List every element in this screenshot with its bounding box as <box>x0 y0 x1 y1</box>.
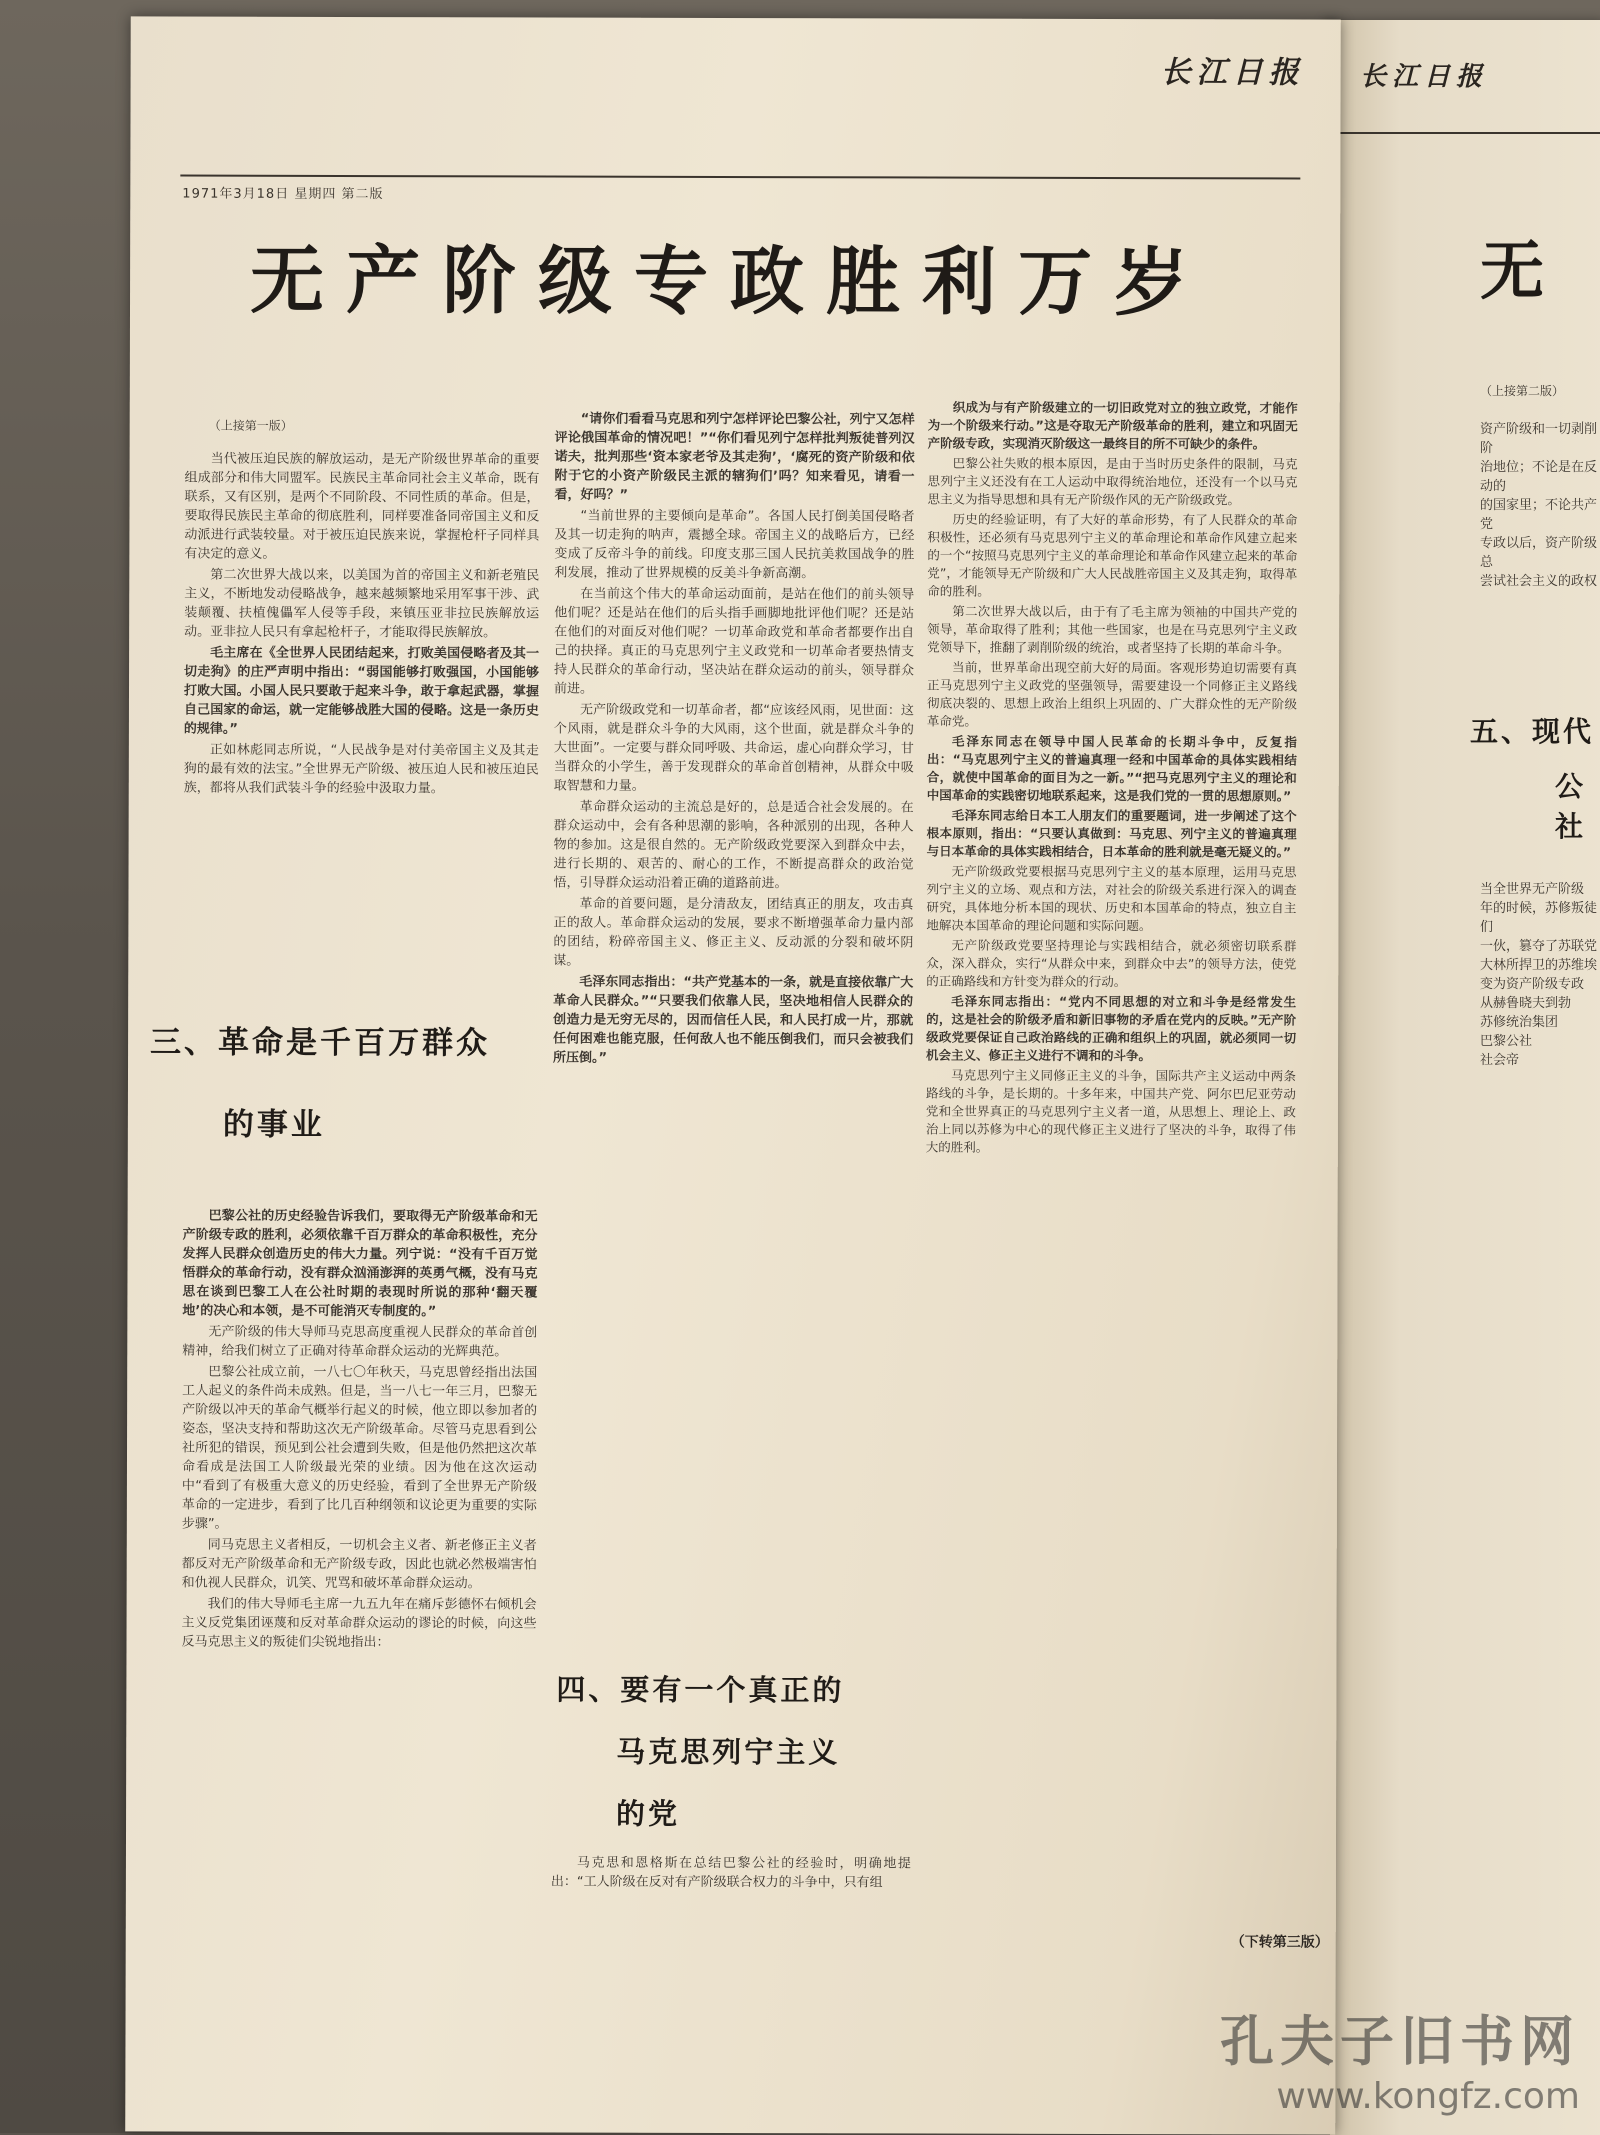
column-middle-lower <box>551 1854 911 1895</box>
adjacent-fragment: 大林所捍卫的苏维埃 <box>1480 958 1598 973</box>
continued-to-note: （下转第三版） <box>1230 1934 1329 1951</box>
masthead: 长江日报 <box>1160 55 1305 91</box>
adjacent-fragment: 一伙，篡夺了苏联党 <box>1480 939 1598 954</box>
dateline: 1971年3月18日 星期四 第二版 <box>182 186 384 203</box>
adjacent-fragment: 巴黎公社 <box>1480 1034 1533 1049</box>
paragraph: 无产阶级政党要根据马克思列宁主义的基本原理，运用马克思列宁主义的立场、观点和方法，对社会的阶级关系进行深入的调查研究，具体地分析本国的现状、历史和本国革命的特点，独立自主地解决本国革命的理论问题和实际问题。 <box>926 863 1297 934</box>
adjacent-fragment: 资产阶级和一切剥削阶 <box>1480 422 1598 456</box>
section4-heading-line3: 的党 <box>616 1796 681 1831</box>
section3-heading-line2: 的事业 <box>222 1106 325 1143</box>
paragraph: 无产阶级的伟大导师马克思高度重视人民群众的革命首创精神，给我们树立了正确对待革命群众运动的光辉典范。 <box>182 1324 538 1360</box>
paragraph: “请你们看看马克思和列宁怎样评论巴黎公社，列宁又怎样评论俄国革命的情况吧！”“你们看见列宁怎样批判叛徒普列汉诺夫，批判那些‘资本家老爷及其走狗’，‘腐死的资产阶级和依附于它的小资产阶级民主派的辖狗们’吗？知来看见，请看一看，好吗？” <box>554 411 915 503</box>
adjacent-section5-line1: 五、现代 <box>1470 715 1595 748</box>
continued-from-note: （上接第一版） <box>208 418 293 433</box>
paragraph: 马克思和恩格斯在总结巴黎公社的经验时，明确地提出：“工人阶级在反对有产阶级联合权力的斗争中，只有组 <box>550 1855 911 1891</box>
adjacent-fragment: 社会帝 <box>1480 1053 1520 1068</box>
paragraph: 第二次世界大战以后，由于有了毛主席为领袖的中国共产党的领导，革命取得了胜利；其他一些国家，也是在马克思列宁主义政党领导下，推翻了剥削阶级的统治，或者坚持了长期的革命斗争。 <box>927 603 1298 656</box>
adjacent-fragment: 治地位；不论是在反动的 <box>1480 460 1598 494</box>
headline: 无产阶级专政胜利万岁 <box>249 237 1211 327</box>
adjacent-fragment: 尝试社会主义的政权 <box>1480 574 1598 589</box>
paragraph: 无产阶级政党要坚持理论与实践相结合，就必须密切联系群众，深入群众，实行“从群众中来，到群众中去”的领导方法，使党的正确路线和方针变为群众的行动。 <box>926 937 1297 990</box>
adjacent-fragment: 年的时候，苏修叛徒们 <box>1480 901 1598 935</box>
paragraph: 革命群众运动的主流总是好的，总是适合社会发展的。在群众运动中，会有各种思潮的影响，各种派别的出现，各种人物的参加。这是很自然的。无产阶级政党要深入到群众中去，进行长期的、艰苦的、耐心的工作，不断提高群众的政治觉悟，引导群众运动沿着正确的道路前进。 <box>553 799 914 892</box>
paragraph: 毛主席在《全世界人民团结起来，打败美国侵略者及其一切走狗》的庄严声明中指出：“弱国能够打败强国，小国能够打败大国。小国人民只要敢于起来斗争，敢于拿起武器，掌握自己国家的命运，就一定能够战胜大国的侵略。这是一条历史的规律。” <box>183 645 540 737</box>
column-middle <box>553 410 915 1071</box>
newspaper-page <box>125 16 1341 2134</box>
adjacent-headline-char: 无 <box>1480 234 1544 309</box>
adjacent-fragment: 的国家里；不论共产党 <box>1480 498 1598 532</box>
paragraph: 在当前这个伟大的革命运动面前，是站在他们的前头领导他们呢？还是站在他们的后头指手画脚地批评他们呢？还是站在他们的对面反对他们呢？一切革命政党和革命者都要作出自己的抉择。真正的马克思列宁主义政党和一切革命者要热情支持人民群众的革命行动，坚决站在群众运动的前头，领导群众前进。 <box>553 586 915 697</box>
paragraph: 巴黎公社的历史经验告诉我们，要取得无产阶级革命和无产阶级专政的胜利，必须依靠千百万群众的革命积极性，充分发挥人民群众创造历史的伟大力量。列宁说：“没有千百万觉悟群众的革命行动，没有群众汹涌澎湃的英勇气概，没有马克思在谈到巴黎工人在公社时期的表现时所说的那种‘翻天覆地’的决心和本领，是不可能消灭专制度的。” <box>182 1208 538 1320</box>
adjacent-masthead: 长江日报 <box>1360 62 1489 92</box>
paragraph: 历史的经验证明，有了大好的革命形势，有了人民群众的革命积极性，还必须有马克思列宁主义的革命理论和革命作风建立起来的一个“按照马克思列宁主义的革命理论和革命作风建立起来的革命党”，才能领导无产阶级和广大人民战胜帝国主义及其走狗，取得革命的胜利。 <box>927 511 1298 599</box>
adjacent-fragment: 苏修统治集团 <box>1480 1015 1559 1030</box>
column-left <box>184 417 540 801</box>
paragraph: 织成为与有产阶级建立的一切旧政党对立的独立政党，才能作为一个阶级来行动。”这是夺取无产阶级革命的胜利，建立和巩固无产阶级专政，实现消灭阶级这一最终目的所不可缺少的条件。 <box>927 399 1298 452</box>
column-right <box>926 399 1298 1160</box>
adjacent-text-bottom <box>1480 880 1600 1070</box>
adjacent-fragment: 变为资产阶级专政 <box>1480 977 1585 992</box>
adjacent-continued-from: （上接第二版） <box>1480 384 1565 398</box>
paragraph: 革命的首要问题，是分清敌友，团结真正的朋友，攻击真正的敌人。革命群众运动的发展，要求不断增强革命力量内部的团结，粉碎帝国主义、修正主义、反动派的分裂和破坏阴谋。 <box>553 896 914 969</box>
paragraph: 当代被压迫民族的解放运动，是无产阶级世界革命的重要组成部分和伟大同盟军。民族民主革命同社会主义革命，既有联系，又有区别，是两个不同阶段、不同性质的革命。但是，要取得民族民主革命的彻底胜利，同样要准备同帝国主义和反动派进行武装较量。对于被压迫民族来说，掌握枪杆子同样具有决定的意义。 <box>184 451 540 562</box>
adjacent-fragment: 当全世界无产阶级 <box>1480 882 1585 897</box>
paragraph: 毛泽东同志指出：“共产党基本的一条，就是直接依靠广大革命人民群众。”“只要我们依靠人民，坚决地相信人民群众的创造力是无穷无尽的，因而信任人民，和人民打成一片，那就任何困难也能克服，任何敌人也不能压倒我们，而只会被我们所压倒。” <box>553 974 914 1066</box>
paragraph: 毛泽东同志指出：“党内不同思想的对立和斗争是经常发生的，这是社会的阶级矛盾和新旧事物的矛盾在党内的反映。”无产阶级政党要保证自己政治路线的正确和组织上的巩固，就必须同一切机会主义、修正主义进行不调和的斗争。 <box>926 993 1297 1064</box>
paragraph: 巴黎公社成立前，一八七〇年秋天，马克思曾经指出法国工人起义的条件尚未成熟。但是，当一八七一年三月，巴黎无产阶级以冲天的革命气概举行起义的时候，他立即以参加者的姿态，坚决支持和帮助这次无产阶级革命。尽管马克思看到公社所犯的错误，预见到公社会遭到失败，但是他仍然把这次革命看成是法国工人阶级最光荣的业绩。因为他在这次运动中“看到了有极重大意义的历史经验，看到了全世界无产阶级革命的一定进步，看到了比几百种纲领和议论更为重要的实际步骤”。 <box>181 1364 538 1532</box>
watermark-site-name: 孔夫子旧书网 <box>1220 2010 1580 2073</box>
paragraph: 无产阶级政党和一切革命者，都“应该经风雨，见世面：这个风雨，就是群众斗争的大风雨，这个世面，就是群众斗争的大世面”。一定要与群众同呼吸、共命运，虚心向群众学习，甘当群众的小学生，善于发现群众的革命首创精神，从群众中吸取智慧和力量。 <box>553 702 914 794</box>
paragraph: 马克思列宁主义同修正主义的斗争，国际共产主义运动中两条路线的斗争，是长期的。十多年来，中国共产党、阿尔巴尼亚劳动党和全世界真正的马克思列宁主义者一道，从思想上、理论上、政治上同以苏修为中心的现代修正主义进行了坚决的斗争，取得了伟大的胜利。 <box>925 1067 1297 1155</box>
section4-heading-line2: 马克思列宁主义 <box>616 1734 841 1770</box>
adjacent-fragment: 专政以后，资产阶级总 <box>1480 536 1598 570</box>
column-left-lower <box>181 1207 537 1655</box>
paragraph: 同马克思主义者相反，一切机会主义者、新老修正主义者都反对无产阶级革命和无产阶级专政，因此也就必然极端害怕和仇视人民群众，讥笑、咒骂和破坏革命群众运动。 <box>181 1537 537 1592</box>
paragraph: 毛泽东同志在领导中国人民革命的长期斗争中，反复指出：“马克思列宁主义的普遍真理一经和中国革命的具体实践相结合，就使中国革命的面目为之一新。”“把马克思列宁主义的理论和中国革命的实践密切地联系起来，这是我们党的一贯的思想原则。” <box>926 733 1297 804</box>
paragraph: “当前世界的主要倾向是革命”。各国人民打倒美国侵略者及其一切走狗的呐声，震撼全球。帝国主义的战略后方，已经变成了反帝斗争的前线。印度支那三国人民抗美救国战争的胜利发展，推动了世界规模的反美斗争新高潮。 <box>554 508 915 582</box>
site-watermark <box>1220 1999 1580 2117</box>
section3-heading-line1: 三、革命是千百万群众 <box>150 1024 491 1062</box>
paragraph: 正如林彪同志所说，“人民战争是对付美帝国主义及其走狗的最有效的法宝。”全世界无产阶级、被压迫人民和被压迫民族，都将从我们武装斗争的经验中汲取力量。 <box>183 742 539 797</box>
section4-heading-line1: 四、要有一个真正的 <box>556 1672 845 1708</box>
paragraph: 当前，世界革命出现空前大好的局面。客观形势迫切需要有真正马克思列宁主义政党的坚强领导，需要建设一个同修正主义路线彻底决裂的、思想上政治上组织上巩固的、广大群众性的无产阶级革命党。 <box>926 659 1298 729</box>
paragraph: 第二次世界大战以来，以美国为首的帝国主义和新老殖民主义，不断地发动侵略战争，越来越频繁地采用军事干涉、武装颠覆、扶植傀儡军人侵等手段，来镇压亚非拉民族解放运动。亚非拉人民只有拿起枪杆子，才能取得民族解放。 <box>184 567 540 641</box>
header-rule <box>180 175 1300 180</box>
adjacent-fragment: 从赫鲁晓夫到勃 <box>1480 996 1572 1011</box>
paragraph: 我们的伟大导师毛主席一九五九年在痛斥彭德怀右倾机会主义反党集团诬蔑和反对革命群众运动的谬论的时候，向这些反马克思主义的叛徒们尖锐地指出： <box>181 1596 537 1651</box>
adjacent-text-top <box>1480 420 1600 591</box>
adjacent-page <box>1330 20 1600 2135</box>
adjacent-section5-line2: 公社 <box>1555 770 1587 843</box>
adjacent-header-rule <box>1330 132 1600 134</box>
watermark-url: www.kongfz.com <box>1276 2076 1580 2117</box>
paragraph: 巴黎公社失败的根本原因，是由于当时历史条件的限制，马克思列宁主义还没有在工人运动中取得统治地位，还没有一个以马克思主义为指导思想和具有无产阶级作风的无产阶级政党。 <box>927 455 1298 508</box>
paragraph: 毛泽东同志给日本工人朋友们的重要题词，进一步阐述了这个根本原则，指出：“只要认真做到：马克思、列宁主义的普遍真理与日本革命的具体实践相结合，日本革命的胜利就是毫无疑义的。” <box>926 807 1297 860</box>
